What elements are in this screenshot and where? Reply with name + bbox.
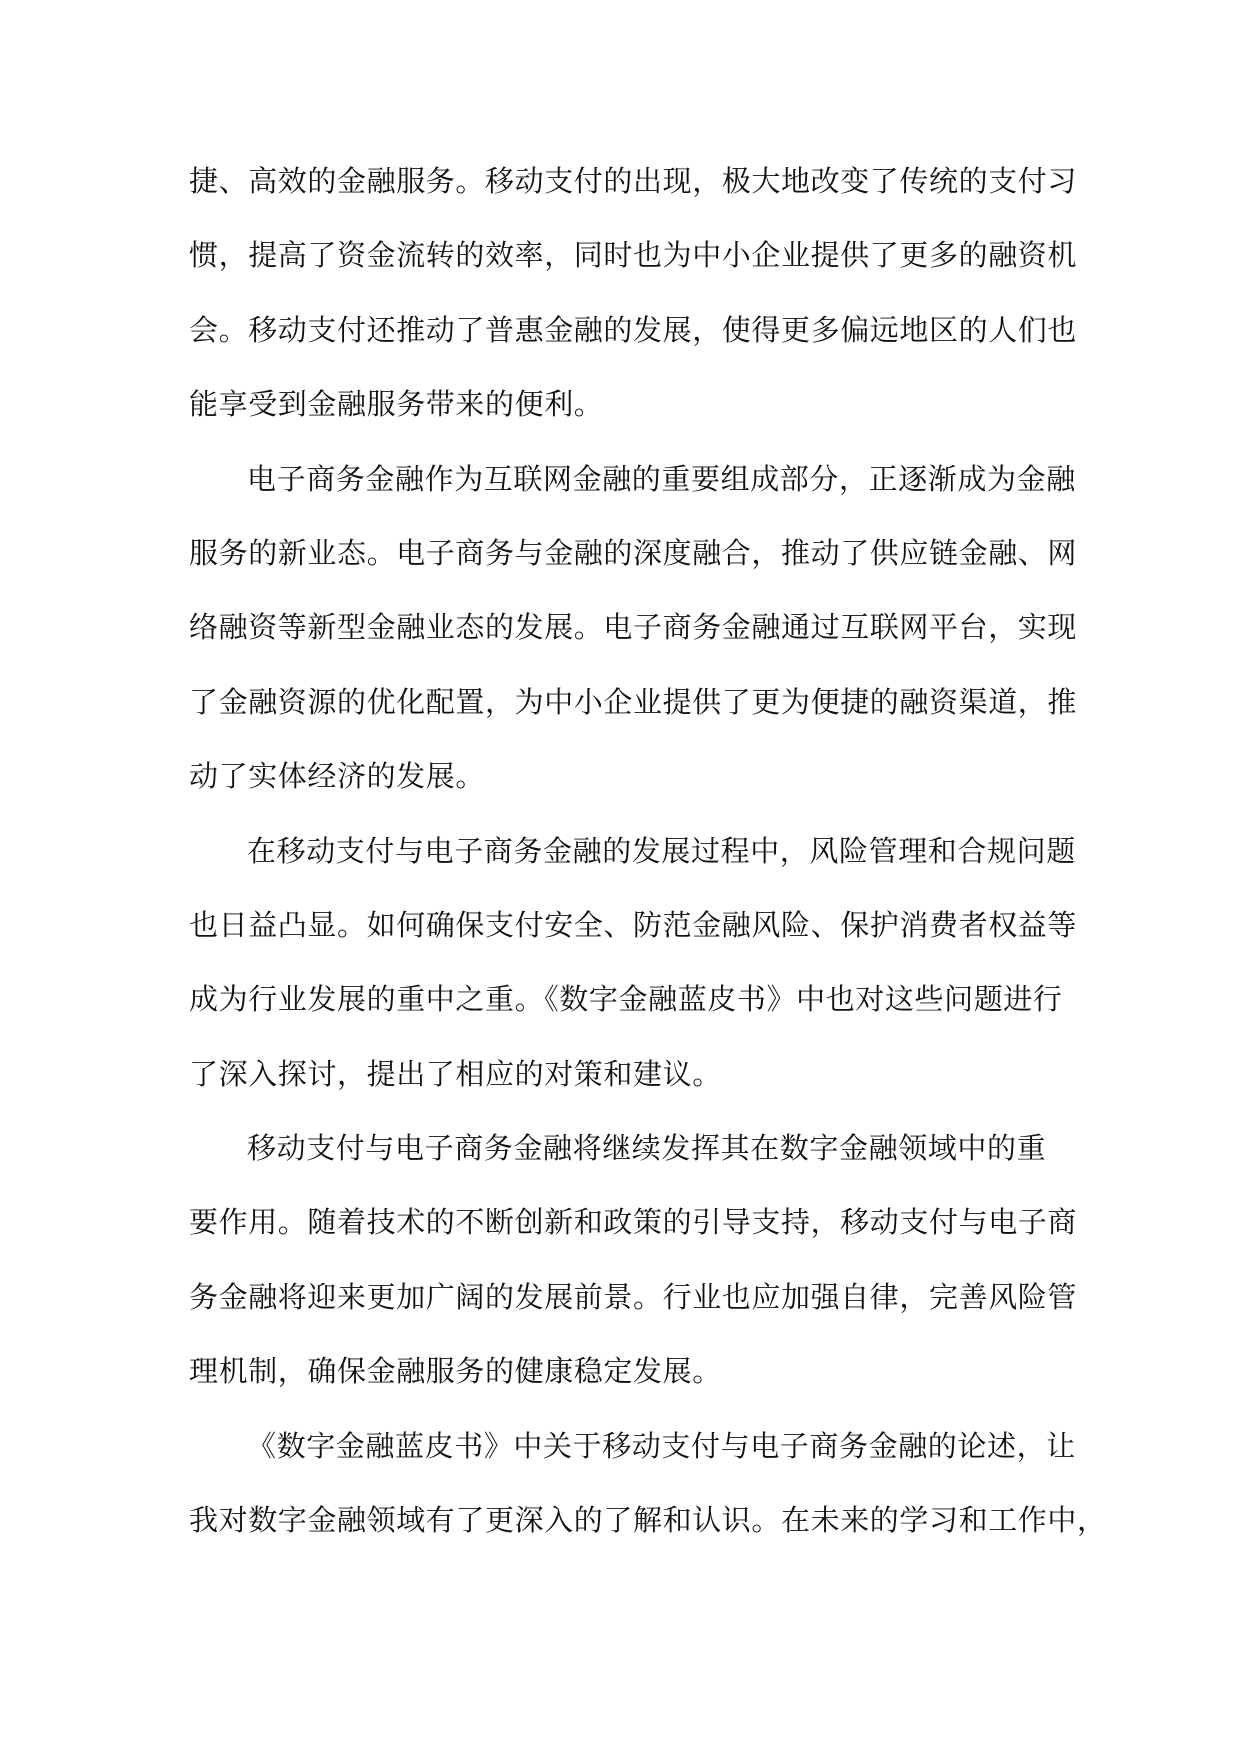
text-line: 服务的新业态。电子商务与金融的深度融合，推动了供应链金融、网 — [189, 535, 1078, 570]
paragraph — [189, 144, 1078, 442]
text-line: 理机制，确保金融服务的健康稳定发展。 — [189, 1354, 722, 1389]
text-line: 在移动支付与电子商务金融的发展过程中，风险管理和合规问题 — [247, 833, 1076, 868]
text-line: 动了实体经济的发展。 — [189, 759, 486, 794]
paragraph — [189, 1409, 1107, 1558]
text-line: 要作用。随着技术的不断创新和政策的引导支持，移动支付与电子商 — [189, 1205, 1078, 1240]
text-line: 了金融资源的优化配置，为中小企业提供了更为便捷的融资渠道，推 — [189, 684, 1078, 719]
text-line: 移动支付与电子商务金融将继续发挥其在数字金融领域中的重 — [247, 1131, 1047, 1166]
text-line: 捷、高效的金融服务。移动支付的出现，极大地改变了传统的支付习 — [189, 164, 1078, 198]
text-line: 能享受到金融服务带来的便利。 — [189, 387, 604, 422]
paragraph — [189, 814, 1078, 1112]
text-line: 务金融将迎来更加广阔的发展前景。行业也应加强自律，完善风险管 — [189, 1279, 1078, 1314]
text-line: 会。移动支付还推动了普惠金融的发展，使得更多偏远地区的人们也 — [189, 312, 1078, 347]
text-line: 惯，提高了资金流转的效率，同时也为中小企业提供了更多的融资机 — [189, 238, 1078, 273]
paragraph — [189, 1111, 1078, 1409]
text-line: 成为行业发展的重中之重。《数字金融蓝皮书》中也对这些问题进行 — [189, 982, 1063, 1017]
text-line: 了深入探讨，提出了相应的对策和建议。 — [189, 1056, 722, 1091]
paragraph — [189, 442, 1078, 814]
text-line: 我对数字金融领域有了更深入的了解和认识。在未来的学习和工作中， — [189, 1503, 1107, 1538]
text-line: 络融资等新型金融业态的发展。电子商务金融通过互联网平台，实现 — [189, 610, 1078, 645]
text-line: 也日益凸显。如何确保支付安全、防范金融风险、保护消费者权益等 — [189, 907, 1078, 942]
text-line: 《数字金融蓝皮书》中关于移动支付与电子商务金融的论述，让 — [247, 1428, 1076, 1463]
body-text — [189, 144, 1107, 1557]
text-line: 电子商务金融作为互联网金融的重要组成部分，正逐渐成为金融 — [247, 461, 1076, 496]
